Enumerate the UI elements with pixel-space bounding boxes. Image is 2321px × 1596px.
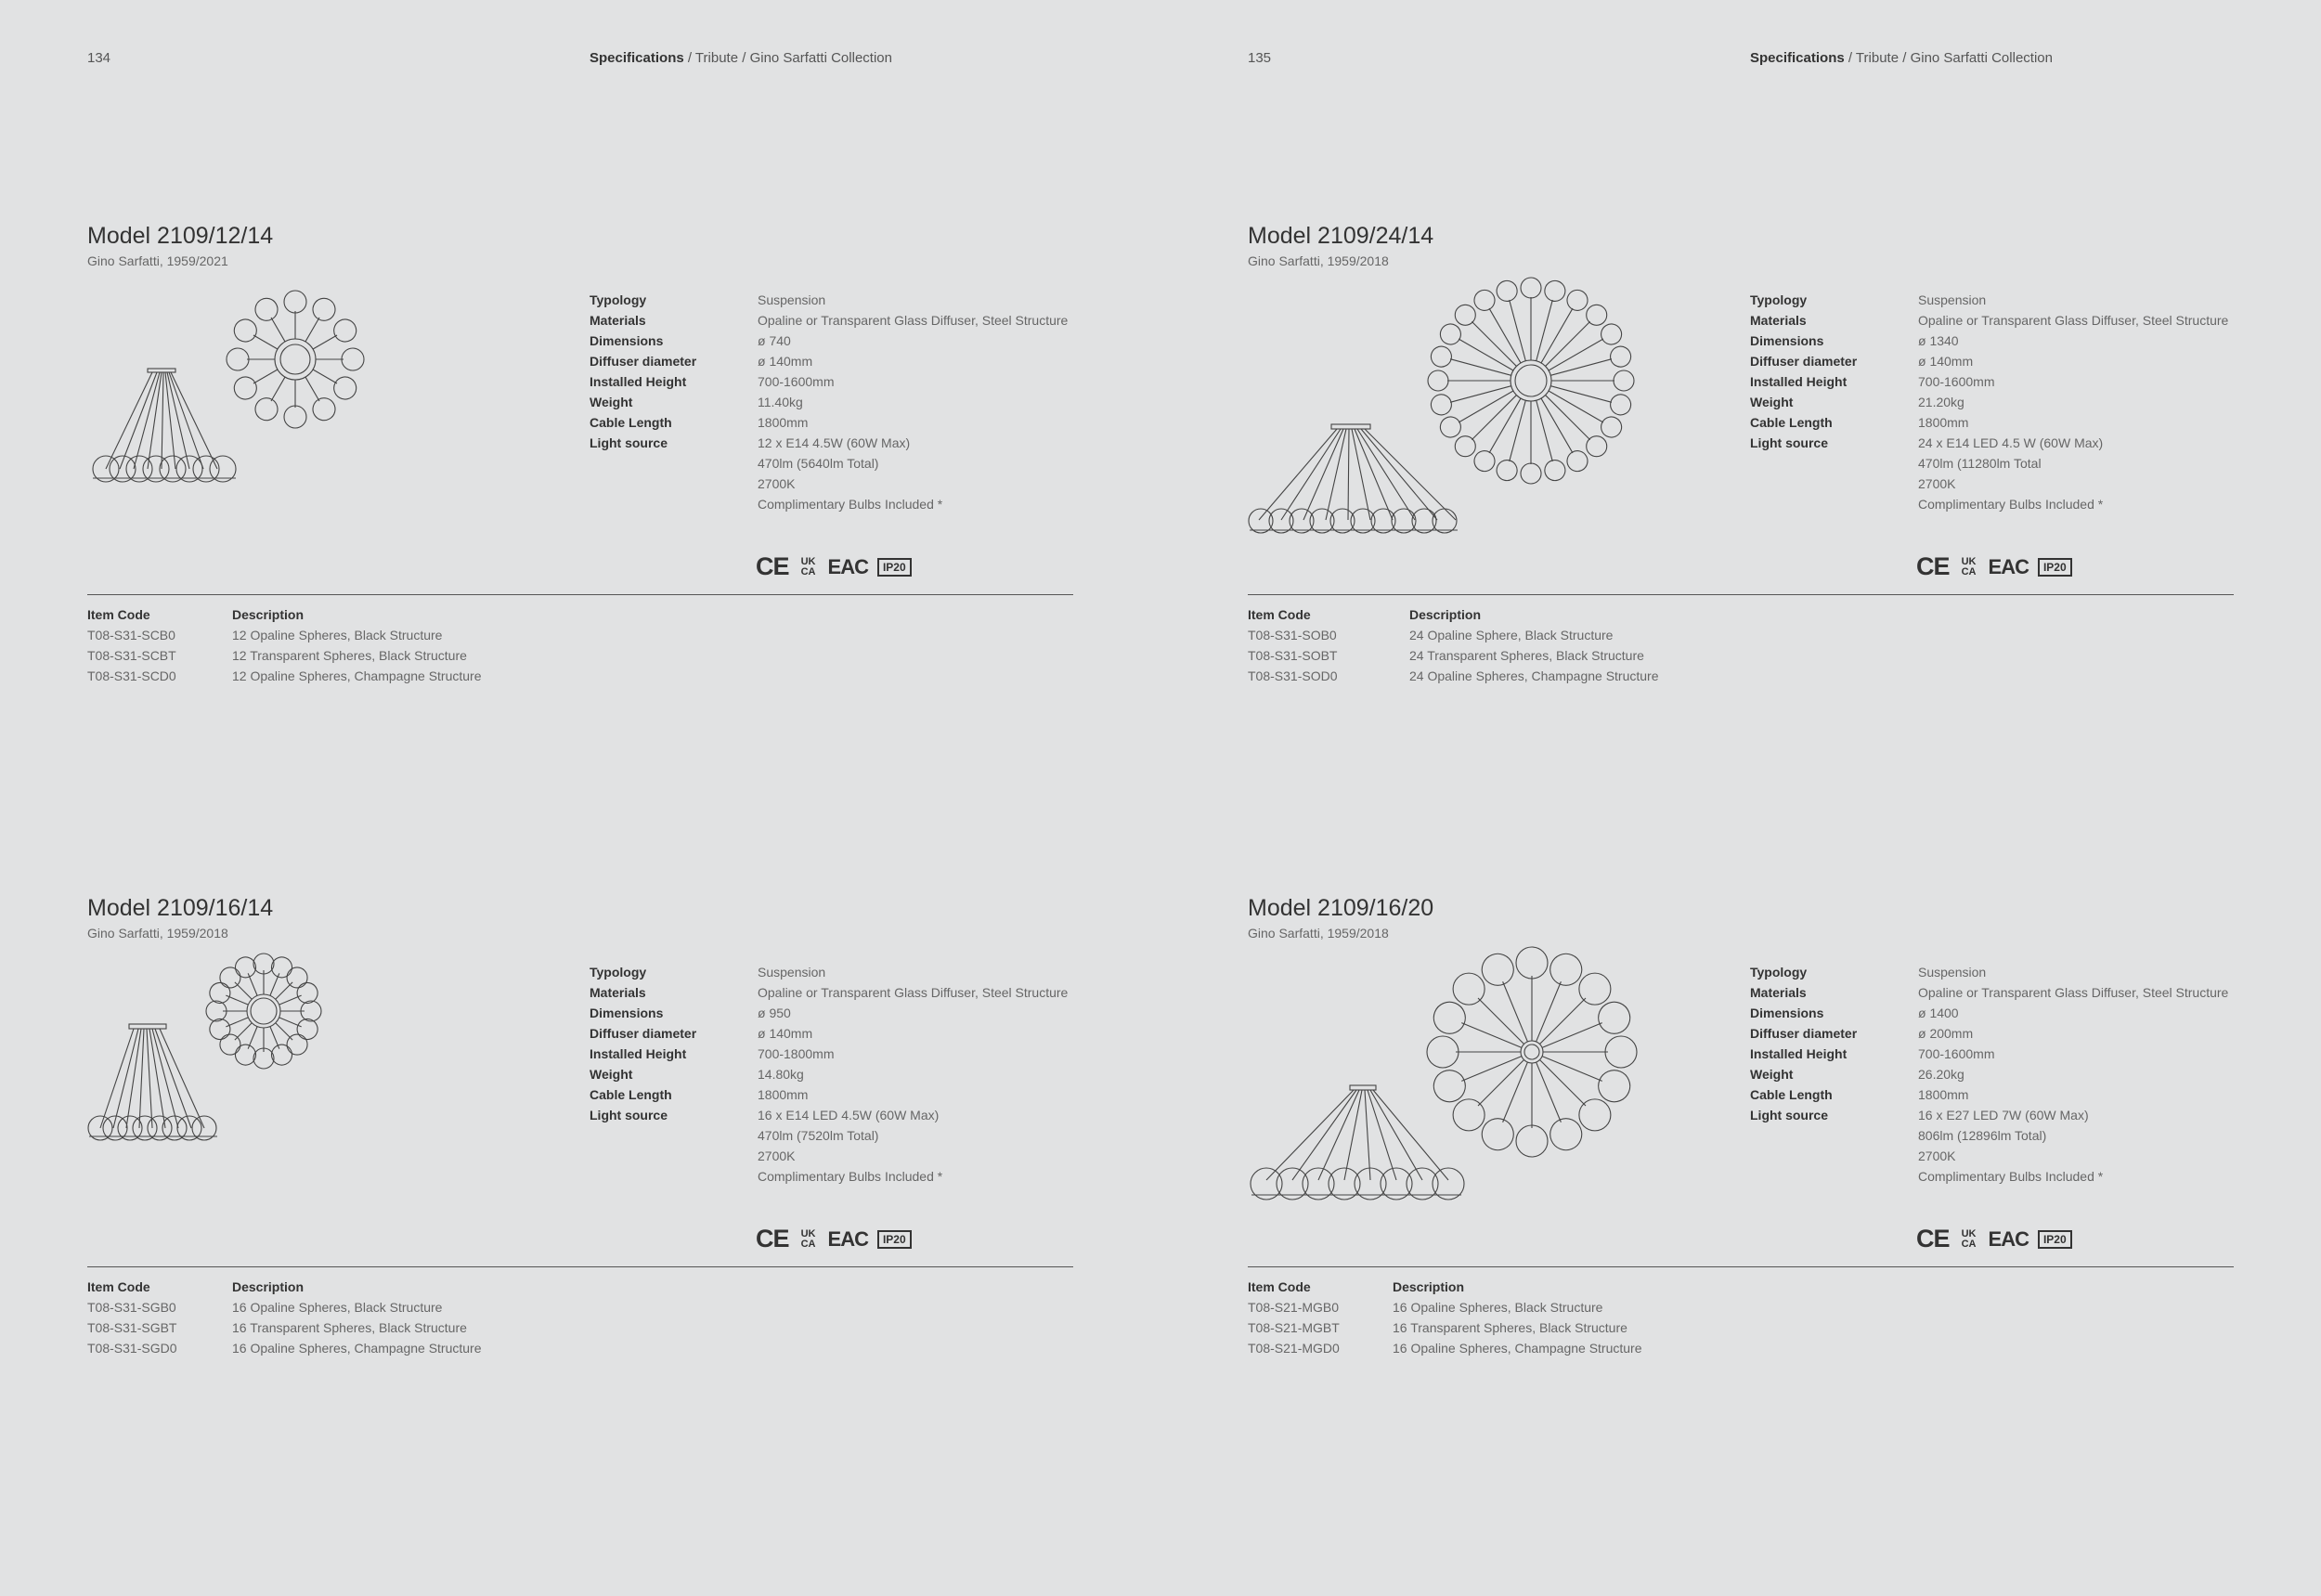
divider [1248, 1266, 2234, 1267]
item-description: 16 Opaline Spheres, Champagne Structure [1393, 1341, 1642, 1356]
model-title: Model 2109/24/14 [1248, 223, 1434, 249]
top-view [206, 954, 321, 1069]
ukca-mark [798, 1229, 819, 1250]
spec-label: Weight [1750, 395, 1794, 409]
ip-rating-badge: IP20 [877, 1230, 912, 1249]
spec-value: 11.40kg [758, 395, 803, 409]
spec-value: Opaline or Transparent Glass Diffuser, Steel Structure [1918, 313, 2229, 328]
breadcrumb: / Tribute / Gino Sarfatti Collection [683, 50, 892, 66]
ukca-top: UK [1961, 1227, 1977, 1239]
description-header: Description [232, 607, 305, 622]
ukca-mark [1959, 557, 1979, 577]
page-134 [0, 0, 1160, 1596]
ce-mark: CE [756, 1225, 789, 1252]
spec-value: 1800mm [1918, 415, 1969, 430]
certification-marks [1916, 554, 2072, 579]
spec-value: ø 140mm [1918, 354, 1974, 369]
item-description: 16 Transparent Spheres, Black Structure [232, 1320, 467, 1335]
spec-label: Cable Length [1750, 1087, 1833, 1102]
spec-label: Typology [1750, 965, 1808, 980]
item-description: 24 Transparent Spheres, Black Structure [1409, 648, 1644, 663]
spec-label: Dimensions [590, 333, 664, 348]
lamp-drawing [1248, 946, 1656, 1225]
description-header: Description [1409, 607, 1482, 622]
eac-mark: EAC [827, 554, 868, 578]
spec-value: ø 740 [758, 333, 791, 348]
spec-value: 2700K [1918, 476, 1956, 491]
top-view [227, 291, 364, 428]
item-code: T08-S21-MGD0 [1248, 1341, 1340, 1356]
spec-label: Materials [590, 313, 646, 328]
model-designer: Gino Sarfatti, 1959/2018 [1248, 253, 1389, 268]
spec-label: Typology [590, 292, 647, 307]
ip-rating-badge: IP20 [2038, 558, 2072, 577]
spec-label: Weight [590, 395, 633, 409]
spec-value: 700-1600mm [1918, 1046, 1995, 1061]
certification-marks [1916, 1226, 2072, 1252]
side-view [88, 1024, 217, 1140]
spec-value: ø 140mm [758, 1026, 813, 1041]
spec-label: Installed Height [1750, 374, 1848, 389]
item-code: T08-S31-SOBT [1248, 648, 1338, 663]
item-code: T08-S31-SCB0 [87, 628, 175, 642]
spec-value: 2700K [758, 1148, 796, 1163]
divider [87, 594, 1073, 595]
spec-value: 1800mm [758, 1087, 809, 1102]
spec-label: Materials [1750, 313, 1807, 328]
item-description: 16 Opaline Spheres, Black Structure [1393, 1300, 1603, 1315]
certification-marks [756, 554, 912, 579]
section-title: Specifications [1750, 50, 1845, 66]
model-block [1248, 223, 2234, 743]
spec-label: Light source [1750, 435, 1829, 450]
model-designer: Gino Sarfatti, 1959/2018 [87, 926, 228, 941]
spec-value: Complimentary Bulbs Included * [758, 497, 943, 512]
item-code: T08-S31-SCD0 [87, 668, 176, 683]
spec-label: Installed Height [1750, 1046, 1848, 1061]
spec-label: Materials [590, 985, 646, 1000]
side-view [93, 369, 236, 482]
spec-label: Cable Length [590, 1087, 672, 1102]
spec-label: Weight [590, 1067, 633, 1082]
model-designer: Gino Sarfatti, 1959/2021 [87, 253, 228, 268]
spec-value: Suspension [1918, 292, 1987, 307]
side-view [1251, 1085, 1464, 1200]
spec-value: Suspension [758, 965, 826, 980]
model-title: Model 2109/16/20 [1248, 895, 1434, 921]
item-code: T08-S31-SGD0 [87, 1341, 177, 1356]
item-code: T08-S21-MGBT [1248, 1320, 1340, 1335]
breadcrumb: / Tribute / Gino Sarfatti Collection [1844, 50, 2053, 66]
spec-value: Opaline or Transparent Glass Diffuser, Steel Structure [758, 313, 1069, 328]
top-view [1427, 947, 1637, 1157]
spec-value: ø 200mm [1918, 1026, 1974, 1041]
spec-value: 470lm (5640lm Total) [758, 456, 879, 471]
spec-label: Materials [1750, 985, 1807, 1000]
model-block [87, 223, 1073, 743]
spec-value: 26.20kg [1918, 1067, 1964, 1082]
spec-value: 12 x E14 4.5W (60W Max) [758, 435, 911, 450]
spec-label: Typology [1750, 292, 1808, 307]
ukca-top: UK [1961, 555, 1977, 567]
item-code-header: Item Code [87, 1279, 150, 1294]
spec-value: 1800mm [758, 415, 809, 430]
divider [1248, 594, 2234, 595]
ukca-bottom: CA [800, 565, 816, 577]
lamp-drawing [1248, 274, 1656, 543]
item-code: T08-S31-SGBT [87, 1320, 177, 1335]
ip-rating-badge: IP20 [2038, 1230, 2072, 1249]
spec-label: Dimensions [1750, 1006, 1824, 1020]
spec-value: ø 140mm [758, 354, 813, 369]
lamp-line-drawing [1248, 946, 1656, 1225]
page-number: 135 [1248, 50, 1272, 66]
spec-value: 16 x E27 LED 7W (60W Max) [1918, 1108, 2089, 1122]
spec-value: Complimentary Bulbs Included * [1918, 497, 2104, 512]
spec-value: 1800mm [1918, 1087, 1969, 1102]
item-description: 24 Opaline Sphere, Black Structure [1409, 628, 1614, 642]
spec-value: ø 1340 [1918, 333, 1959, 348]
ukca-mark [798, 557, 819, 577]
item-description: 12 Opaline Spheres, Champagne Structure [232, 668, 482, 683]
spec-label: Light source [590, 1108, 668, 1122]
model-block [87, 895, 1073, 1415]
ukca-bottom: CA [800, 1238, 816, 1250]
spec-label: Dimensions [590, 1006, 664, 1020]
lamp-line-drawing [1248, 274, 1656, 543]
spec-label: Installed Height [590, 1046, 687, 1061]
spec-value: 2700K [758, 476, 796, 491]
spec-value: 806lm (12896lm Total) [1918, 1128, 2047, 1143]
spec-value: Opaline or Transparent Glass Diffuser, Steel Structure [1918, 985, 2229, 1000]
spec-value: 21.20kg [1918, 395, 1964, 409]
spec-value: 16 x E14 LED 4.5W (60W Max) [758, 1108, 940, 1122]
item-description: 12 Opaline Spheres, Black Structure [232, 628, 443, 642]
spec-value: ø 950 [758, 1006, 791, 1020]
item-code: T08-S21-MGB0 [1248, 1300, 1340, 1315]
description-header: Description [232, 1279, 305, 1294]
spec-label: Diffuser diameter [590, 354, 697, 369]
page-135 [1160, 0, 2321, 1596]
model-title: Model 2109/16/14 [87, 895, 274, 921]
lamp-line-drawing [87, 274, 394, 487]
spec-value: Complimentary Bulbs Included * [1918, 1169, 2104, 1184]
eac-mark: EAC [1988, 554, 2029, 578]
ce-mark: CE [1916, 552, 1950, 580]
spec-label: Installed Height [590, 374, 687, 389]
item-description: 12 Transparent Spheres, Black Structure [232, 648, 467, 663]
ip-rating-badge: IP20 [877, 558, 912, 577]
model-title: Model 2109/12/14 [87, 223, 274, 249]
item-code: T08-S31-SOB0 [1248, 628, 1337, 642]
item-code: T08-S31-SOD0 [1248, 668, 1338, 683]
spec-label: Diffuser diameter [1750, 1026, 1858, 1041]
page-number: 134 [87, 50, 111, 66]
running-header [590, 50, 892, 66]
spec-value: 470lm (11280lm Total [1918, 456, 2042, 471]
certification-marks [756, 1226, 912, 1252]
spec-value: 24 x E14 LED 4.5 W (60W Max) [1918, 435, 2104, 450]
lamp-line-drawing [87, 946, 394, 1160]
divider [87, 1266, 1073, 1267]
running-header [1750, 50, 2053, 66]
item-description: 16 Transparent Spheres, Black Structure [1393, 1320, 1627, 1335]
spec-value: 14.80kg [758, 1067, 804, 1082]
item-code-header: Item Code [1248, 607, 1311, 622]
item-description: 24 Opaline Spheres, Champagne Structure [1409, 668, 1659, 683]
spec-label: Diffuser diameter [1750, 354, 1858, 369]
spec-label: Cable Length [590, 415, 672, 430]
spec-value: Complimentary Bulbs Included * [758, 1169, 943, 1184]
ukca-mark [1959, 1229, 1979, 1250]
lamp-drawing [87, 946, 394, 1160]
ukca-bottom: CA [1961, 1238, 1977, 1250]
item-code-header: Item Code [1248, 1279, 1311, 1294]
eac-mark: EAC [1988, 1226, 2029, 1251]
ukca-bottom: CA [1961, 565, 1977, 577]
description-header: Description [1393, 1279, 1465, 1294]
spec-label: Cable Length [1750, 415, 1833, 430]
spec-value: Opaline or Transparent Glass Diffuser, Steel Structure [758, 985, 1069, 1000]
lamp-drawing [87, 274, 394, 487]
spec-value: 700-1600mm [1918, 374, 1995, 389]
eac-mark: EAC [827, 1226, 868, 1251]
spec-label: Dimensions [1750, 333, 1824, 348]
spec-value: Suspension [758, 292, 826, 307]
spec-label: Light source [590, 435, 668, 450]
side-view [1249, 424, 1458, 533]
ukca-top: UK [800, 1227, 816, 1239]
spec-label: Weight [1750, 1067, 1794, 1082]
ukca-top: UK [800, 555, 816, 567]
model-block [1248, 895, 2234, 1415]
spec-value: 2700K [1918, 1148, 1956, 1163]
section-title: Specifications [590, 50, 684, 66]
item-code-header: Item Code [87, 607, 150, 622]
spec-label: Light source [1750, 1108, 1829, 1122]
item-code: T08-S31-SGB0 [87, 1300, 176, 1315]
spec-label: Typology [590, 965, 647, 980]
spec-value: Suspension [1918, 965, 1987, 980]
model-designer: Gino Sarfatti, 1959/2018 [1248, 926, 1389, 941]
item-code: T08-S31-SCBT [87, 648, 176, 663]
top-view [1428, 278, 1634, 484]
ce-mark: CE [1916, 1225, 1950, 1252]
ce-mark: CE [756, 552, 789, 580]
spec-value: 700-1800mm [758, 1046, 835, 1061]
spec-value: ø 1400 [1918, 1006, 1959, 1020]
item-description: 16 Opaline Spheres, Champagne Structure [232, 1341, 482, 1356]
spec-value: 470lm (7520lm Total) [758, 1128, 879, 1143]
spec-label: Diffuser diameter [590, 1026, 697, 1041]
spec-value: 700-1600mm [758, 374, 835, 389]
item-description: 16 Opaline Spheres, Black Structure [232, 1300, 443, 1315]
